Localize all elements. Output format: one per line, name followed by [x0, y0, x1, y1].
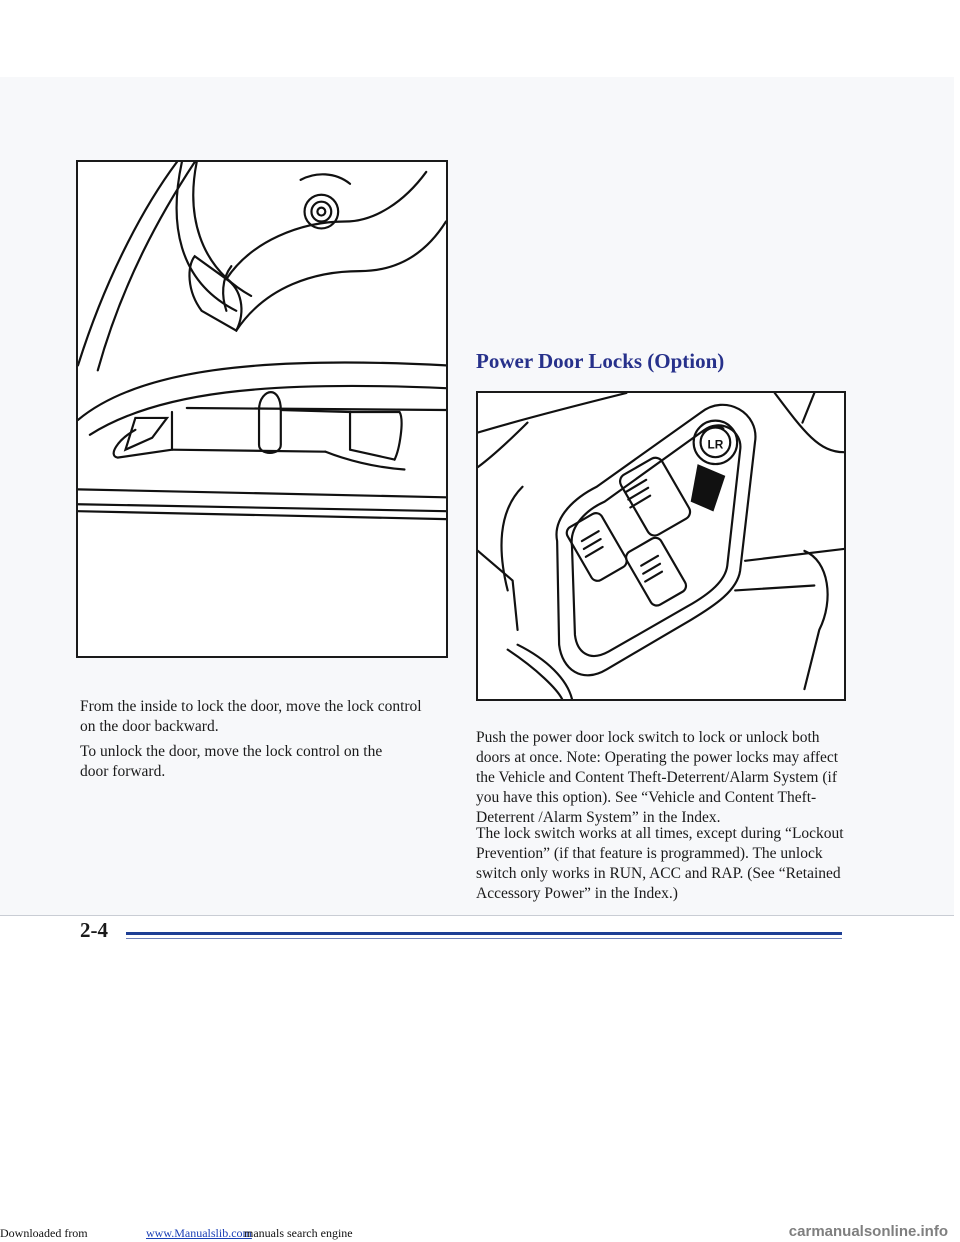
page-number: 2-4 — [80, 918, 108, 942]
manualslib-link[interactable]: www.Manualslib.com — [146, 1226, 252, 1240]
page-rule — [126, 932, 842, 935]
right-paragraph-1: Push the power door lock switch to lock or unlock both doors at once. Note: Operating the power locks may affect the Vehicle and Content Theft-Deterrent/Alarm System (if you have this option). See “Vehicle and Content Theft-Deterrent /Alarm System” in the Index. — [476, 729, 839, 826]
page-rule-thin — [126, 938, 842, 939]
power-lock-switch-illustration — [476, 391, 846, 701]
door-handle-drawing — [78, 162, 446, 656]
right-paragraph-2: The lock switch works at all times, except during “Lockout Prevention” (if that feature is programmed). The unlock switch only works in RUN, ACC and RAP. (See “Retained Accessory Power” in the Index.) — [476, 825, 844, 902]
download-footer — [0, 1223, 960, 1242]
left-paragraph-2: To unlock the door, move the lock control on the door forward. — [80, 743, 383, 780]
lr-switch-label: LR — [707, 437, 724, 452]
left-paragraph-1: From the inside to lock the door, move the lock control on the door backward. — [80, 698, 422, 735]
manual-page — [0, 77, 954, 942]
footer-suffix: manuals search engine — [244, 1226, 353, 1240]
door-lock-control-illustration — [76, 160, 448, 658]
switch-panel-drawing — [478, 393, 844, 699]
section-heading: Power Door Locks (Option) — [476, 349, 725, 373]
footer-prefix: Downloaded from — [0, 1226, 88, 1240]
watermark: carmanualsonline.info — [788, 1223, 948, 1240]
